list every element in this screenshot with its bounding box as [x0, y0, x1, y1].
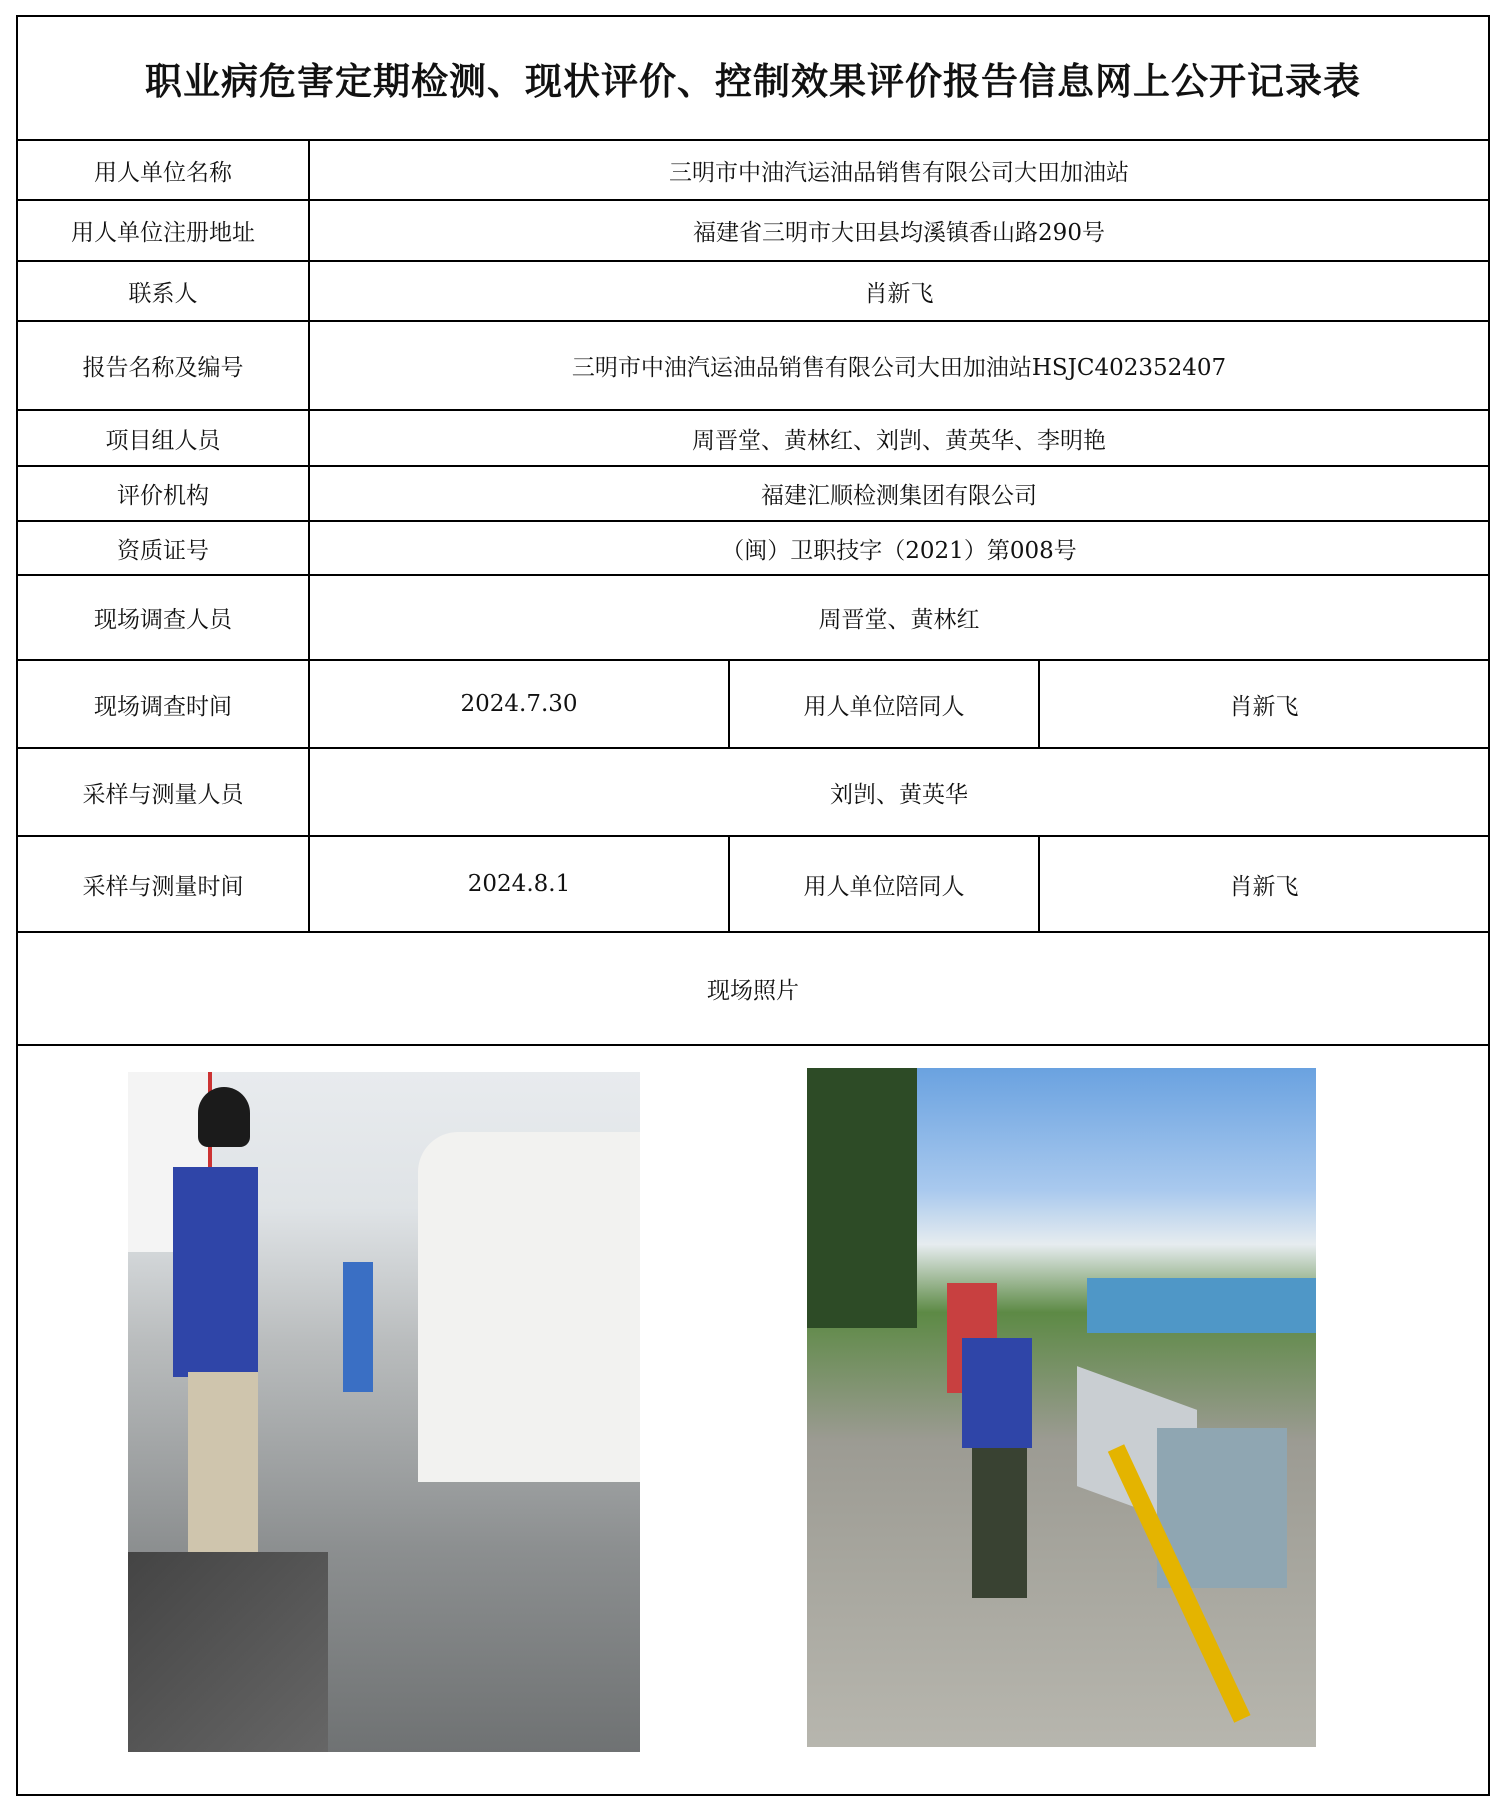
site-photo-gas-station-pump: [128, 1072, 640, 1752]
site-photo-oil-tank-area: [807, 1068, 1316, 1747]
label-sampling-companion: 用人单位陪同人: [803, 873, 965, 900]
label-certificate: 资质证号: [117, 537, 209, 564]
value-team: 周晋堂、黄林红、刘剀、黄英华、李明艳: [692, 427, 1106, 454]
value-employer-address: 福建省三明市大田县均溪镇香山路290号: [693, 220, 1105, 246]
label-agency: 评价机构: [117, 483, 209, 509]
value-survey-companion: 肖新飞: [1229, 693, 1299, 720]
label-survey-time: 现场调查时间: [94, 693, 232, 720]
page-title: 职业病危害定期检测、现状评价、控制效果评价报告信息网上公开记录表: [145, 59, 1361, 103]
value-survey-time: 2024.7.30: [460, 691, 578, 717]
photos-heading: 现场照片: [707, 978, 799, 1004]
divider: [16, 1044, 1490, 1046]
label-team: 项目组人员: [105, 427, 221, 454]
value-sampling-time: 2024.8.1: [467, 871, 571, 897]
value-sampling-companion: 肖新飞: [1229, 873, 1299, 900]
value-agency: 福建汇顺检测集团有限公司: [761, 483, 1037, 509]
label-employer-address: 用人单位注册地址: [71, 220, 255, 246]
label-report: 报告名称及编号: [82, 355, 244, 381]
label-sampling-time: 采样与测量时间: [82, 873, 244, 900]
label-survey-staff: 现场调查人员: [94, 607, 232, 633]
label-survey-companion: 用人单位陪同人: [803, 693, 965, 720]
value-employer-name: 三明市中油汽运油品销售有限公司大田加油站: [669, 159, 1129, 186]
value-sampling-staff: 刘剀、黄英华: [830, 781, 968, 808]
value-contact: 肖新飞: [864, 280, 934, 307]
value-survey-staff: 周晋堂、黄林红: [818, 607, 980, 633]
value-certificate: （闽）卫职技字（2021）第008号: [721, 537, 1077, 564]
label-sampling-staff: 采样与测量人员: [82, 781, 244, 808]
value-report: 三明市中油汽运油品销售有限公司大田加油站HSJC402352407: [571, 355, 1227, 381]
label-contact: 联系人: [128, 280, 198, 307]
label-employer-name: 用人单位名称: [94, 159, 232, 186]
